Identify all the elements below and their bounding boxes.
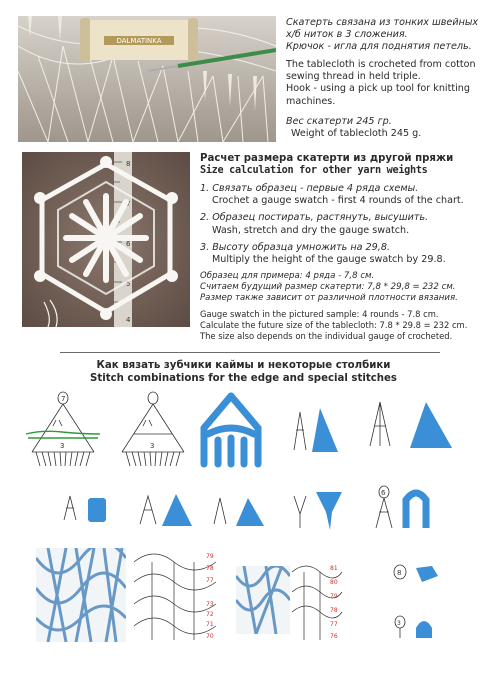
row-number: 81 <box>330 565 338 572</box>
stitch-chart-6 <box>136 490 196 530</box>
section2-title-en: Stitch combinations for the edge and special stitches <box>90 373 397 384</box>
example-ru <box>200 271 485 304</box>
row-number: 79 <box>330 593 338 600</box>
chart-number: 7 <box>61 395 66 403</box>
weight-ru: Вес скатерти 245 гр. <box>286 116 392 127</box>
intro-en-line: The tablecloth is crocheted from cotton <box>286 59 476 70</box>
calc-step-ru: 2. Образец постирать, растянуть, высушить. <box>200 212 429 224</box>
example-ru-line: Считаем будущий размер скатерти: 7,8 * 29,8 = 232 см. <box>200 282 456 292</box>
intro-ru-line: х/б ниток в 3 сложения. <box>286 29 408 41</box>
example-en-line: Gauge swatch in the pictured sample: 4 rounds - 7.8 cm. <box>200 309 439 319</box>
size-calc-title-ru: Расчет размера скатерти из другой пряжи <box>200 153 454 164</box>
tablecloth-edge-photo <box>18 16 276 142</box>
row-number: 78 <box>330 607 338 614</box>
row-number: 77 <box>330 621 338 628</box>
intro-en-line: sewing thread in held triple. <box>286 71 421 83</box>
blue-swatch-arch <box>196 392 266 470</box>
gauge-swatch-photo <box>22 152 190 327</box>
edge-chart-1 <box>22 390 104 470</box>
calc-step-ru: 1. Связать образец - первые 4 ряда схемы. <box>200 183 419 194</box>
chart-number: 6 <box>381 489 386 497</box>
row-number: 72 <box>206 611 214 618</box>
ruler-mark: 6 <box>126 240 131 248</box>
edge-chart-2 <box>112 390 194 470</box>
stitch-chart-5 <box>60 486 120 530</box>
intro-text-en <box>286 59 486 108</box>
row-number: 76 <box>330 633 338 640</box>
example-en-line: Calculate the future size of the tablecloth: 7.8 * 29.8 = 232 cm. <box>200 320 468 330</box>
spool-image <box>80 18 198 62</box>
mesh-chart-1 <box>132 548 218 642</box>
ruler-mark: 7 <box>126 200 131 208</box>
example-en <box>200 309 485 342</box>
calc-step <box>200 212 485 236</box>
example-en-line: The size also depends on the individual gauge of crocheted. <box>200 331 453 341</box>
row-number: 80 <box>330 579 338 586</box>
blue-mesh-photo-1 <box>36 548 126 642</box>
chart-number: 3 <box>150 442 155 450</box>
row-number: 71 <box>206 621 214 628</box>
chart-number: 8 <box>397 569 402 577</box>
calc-step-en: Multiply the height of the gauge swatch by 29.8. <box>212 254 446 266</box>
row-number: 79 <box>206 553 214 560</box>
calc-step <box>200 183 485 207</box>
row-number: 78 <box>206 565 214 572</box>
ruler-mark: 8 <box>126 160 131 168</box>
row-number: 70 <box>206 633 214 640</box>
ruler-mark: 5 <box>126 280 131 288</box>
section2-title-ru: Как вязать зубчики каймы и некоторые столбики <box>96 360 391 371</box>
intro-ru-line: Скатерть связана из тонких швейных <box>286 17 479 28</box>
row-number: 73 <box>206 601 214 608</box>
intro-en-line: Hook - using a pick up tool for knitting <box>286 83 470 95</box>
calc-step-en: Wash, stretch and dry the gauge swatch. <box>212 224 410 236</box>
row-number: 77 <box>206 577 214 584</box>
calc-step-ru: 3. Высоту образца умножить на 29,8. <box>200 241 390 253</box>
blue-mesh-photo-2 <box>236 566 290 634</box>
chart-number: 3 <box>60 442 65 450</box>
stitch-chart-4 <box>366 396 458 456</box>
intro-ru-line: Крючок - игла для поднятия петель. <box>286 41 472 53</box>
stitch-chart-11 <box>392 612 442 642</box>
mesh-chart-2 <box>290 560 344 642</box>
section-divider <box>60 352 440 353</box>
example-ru-line: Образец для примера: 4 ряда - 7,8 см. <box>200 271 375 281</box>
stitch-chart-7 <box>210 490 270 530</box>
weight-en: Weight of tablecloth 245 g. <box>291 128 422 139</box>
chart-number: 3 <box>397 620 401 627</box>
size-calc-steps <box>200 183 485 271</box>
stitch-chart-8 <box>290 484 350 532</box>
intro-en-line: machines. <box>286 95 336 107</box>
size-calc-title-en: Size calculation for other yarn weights <box>200 165 428 176</box>
stitch-chart-3 <box>290 400 350 460</box>
example-ru-line: Размер также зависит от различной плотности вязания. <box>200 293 458 303</box>
calc-step <box>200 242 485 266</box>
stitch-chart-10 <box>392 560 442 586</box>
spool-label: DALMATINKA <box>116 37 162 45</box>
ruler-mark: 4 <box>126 316 131 324</box>
stitch-chart-9 <box>370 484 440 532</box>
calc-step-en: Crochet a gauge swatch - first 4 rounds of the chart. <box>212 195 464 207</box>
intro-text <box>286 17 486 54</box>
